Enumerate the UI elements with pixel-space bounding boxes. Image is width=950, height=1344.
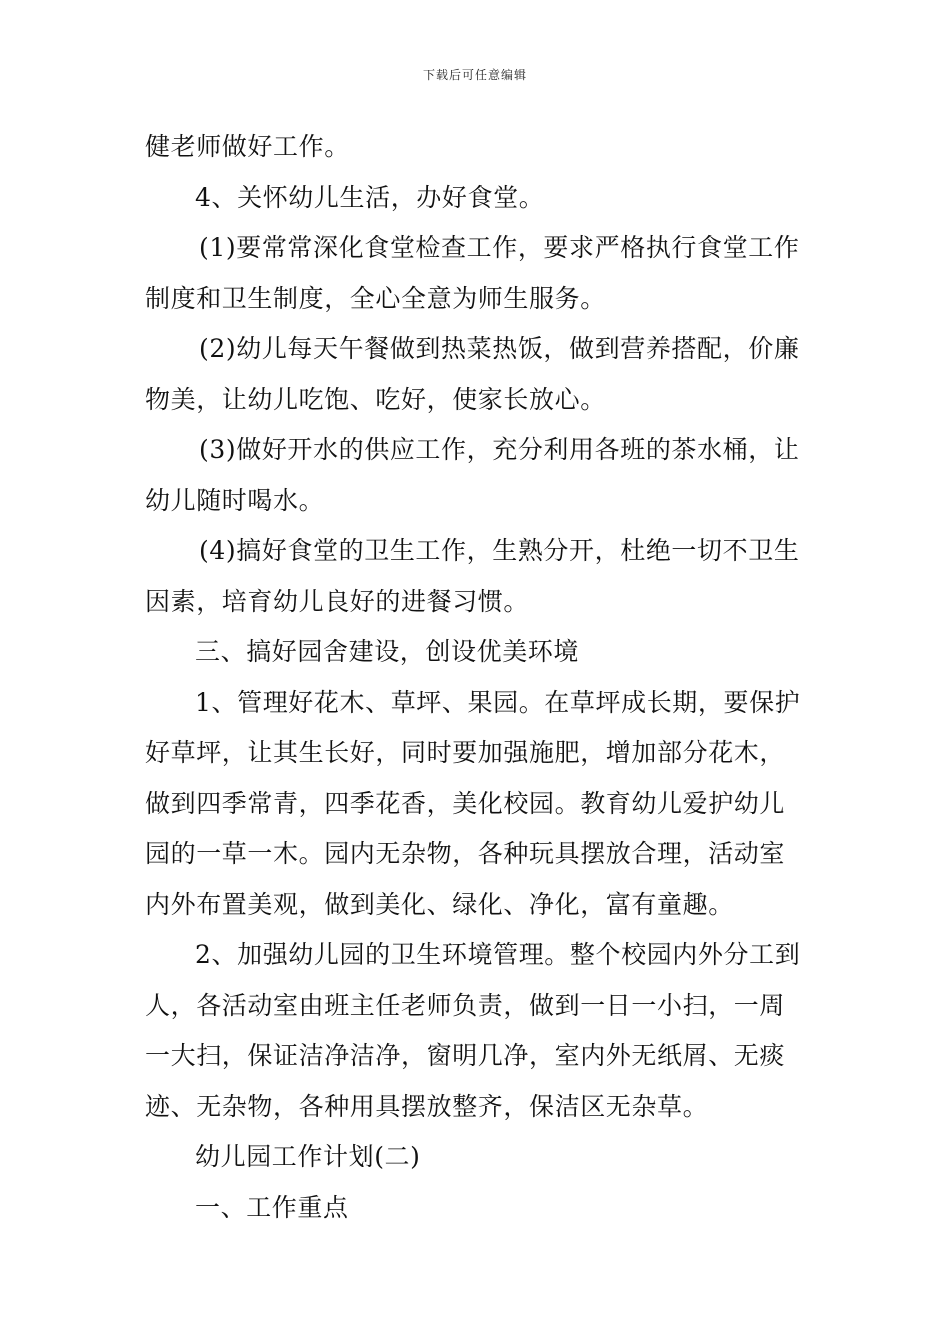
section-heading: 三、搞好园舍建设，创设优美环境 bbox=[195, 637, 580, 666]
text-line: 园的一草一木。园内无杂物，各种玩具摆放合理，活动室 bbox=[145, 839, 786, 868]
text-line: 2、加强幼儿园的卫生环境管理。整个校园内外分工到 bbox=[195, 940, 801, 969]
text-line: 健老师做好工作。 bbox=[145, 132, 350, 161]
text-line: 制度和卫生制度，全心全意为师生服务。 bbox=[145, 283, 606, 313]
text-line: 迹、无杂物，各种用具摆放整齐，保洁区无杂草。 bbox=[145, 1091, 709, 1121]
document-subtitle: 幼儿园工作计划(二) bbox=[195, 1142, 421, 1171]
text-line: 一大扫，保证洁净洁净，窗明几净，室内外无纸屑、无痰 bbox=[145, 1041, 786, 1070]
document-body bbox=[145, 122, 807, 1233]
text-line: (3)做好开水的供应工作，充分利用各班的茶水桶，让 bbox=[199, 435, 800, 464]
text-line: 物美，让幼儿吃饱、吃好，使家长放心。 bbox=[145, 384, 606, 414]
text-line: (4)搞好食堂的卫生工作，生熟分开，杜绝一切不卫生 bbox=[199, 536, 800, 565]
text-line: 幼儿随时喝水。 bbox=[145, 485, 325, 515]
text-line: (1)要常常深化食堂检查工作，要求严格执行食堂工作 bbox=[199, 233, 800, 262]
text-line: 做到四季常青，四季花香，美化校园。教育幼儿爱护幼儿 bbox=[145, 788, 786, 818]
section-heading: 4、关怀幼儿生活，办好食堂。 bbox=[195, 182, 545, 212]
text-line: 因素，培育幼儿良好的进餐习惯。 bbox=[145, 586, 530, 616]
page-header-note: 下载后可任意编辑 bbox=[422, 68, 527, 82]
text-line: 好草坪，让其生长好，同时要加强施肥，增加部分花木， bbox=[145, 738, 786, 767]
text-line: 1、管理好花木、草坪、果园。在草坪成长期，要保护 bbox=[195, 687, 801, 717]
section-heading: 一、工作重点 bbox=[195, 1192, 349, 1222]
text-line: 内外布置美观，做到美化、绿化、净化，富有童趣。 bbox=[145, 889, 734, 919]
text-line: (2)幼儿每天午餐做到热菜热饭，做到营养搭配，价廉 bbox=[199, 334, 800, 363]
text-line: 人，各活动室由班主任老师负责，做到一日一小扫，一周 bbox=[145, 990, 786, 1020]
